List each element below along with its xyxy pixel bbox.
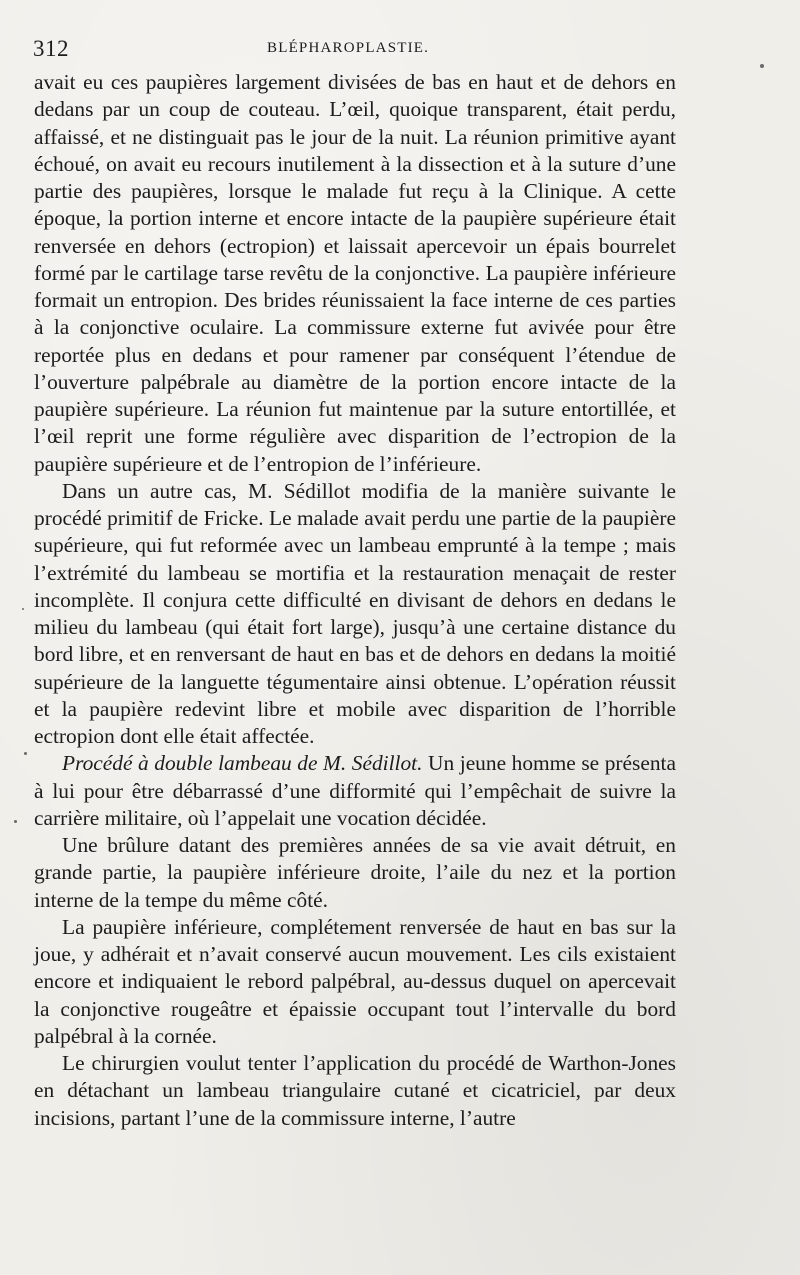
- running-title: BLÉPHAROPLASTIE.: [267, 40, 430, 56]
- paragraph: La paupière inférieure, complétement renversée de haut en bas sur la joue, y adhérait et n’avait conservé aucun mouvement. Les cils existaient encore et indiquaient le rebord palpébral, au-dessus duquel on apercevait la conjonctive rougeâtre et épaissie occupant tout l’intervalle du bord palpébral à la cornée.: [34, 914, 676, 1048]
- paragraph-text: Un jeune homme se présenta à lui pour être débarrassé d’une difformité qui l’empêchait de suivre la carrière militaire, où l’appelait une vocation décidée.: [34, 751, 676, 830]
- paragraph: Dans un autre cas, M. Sédillot modifia de la manière suivante le procédé primitif de Fricke. Le malade avait perdu une partie de la paupière supérieure, qui fut reformée avec un lambeau emprunté à la tempe ; mais l’extrémité du lambeau se mortifia et la restauration menaçait de rester incomplète. Il conjura cette difficulté en divisant de dehors en dedans le milieu du lambeau (qui était fort large), jusqu’à une certaine distance du bord libre, et en renversant de haut en bas et de dehors en dedans la moitié supérieure de la languette tégumentaire ainsi obtenue. L’opération réussit et la paupière redevint libre et mobile avec disparition de l’horrible ectropion dont elle était affectée.: [34, 478, 676, 748]
- running-head: [33, 36, 673, 64]
- paragraph-continued: avait eu ces paupières largement divisées de bas en haut et de dehors en dedans par un coup de couteau. L’œil, quoique transparent, était perdu, affaissé, et ne distinguait pas le jour de la nuit. La réunion primitive ayant échoué, on avait eu recours inutilement à la dissection et à la suture d’une partie des paupières, lorsque le malade fut reçu à la Clinique. A cette époque, la portion interne et encore intacte de la paupière supérieure était renversée en dehors (ectropion) et laissait apercevoir un épais bourrelet formé par le cartilage tarse revêtu de la conjonctive. La paupière inférieure formait un entropion. Des brides réunissaient la face interne de ces parties à la conjonctive oculaire. La commissure externe fut avivée pour être reportée plus en dedans et pour ramener par conséquent l’étendue de l’ouverture palpébrale au diamètre de la portion encore intacte de la paupière supérieure. La réunion fut maintenue par la suture entortillée, et l’œil reprit une forme régulière avec disparition de l’ectropion de la paupière supérieure et de l’entropion de l’inférieure.: [34, 70, 676, 476]
- body-text: [34, 69, 676, 1132]
- paragraph: Le chirurgien voulut tenter l’application du procédé de Warthon-Jones en détachant un lambeau triangulaire cutané et cicatriciel, par deux incisions, partant l’une de la commissure interne, l’autre: [34, 1051, 676, 1130]
- print-speck: [760, 64, 764, 68]
- paragraph: Une brûlure datant des premières années de sa vie avait détruit, en grande partie, la paupière inférieure droite, l’aile du nez et la portion interne de la tempe du même côté.: [34, 833, 676, 912]
- print-speck: [24, 752, 27, 755]
- print-speck: [14, 820, 17, 823]
- section-heading-italic: Procédé à double lambeau de M. Sédillot.: [62, 751, 423, 776]
- print-speck: [22, 608, 24, 610]
- paragraph-with-italic-heading: [34, 750, 676, 832]
- page-number: 312: [33, 36, 69, 61]
